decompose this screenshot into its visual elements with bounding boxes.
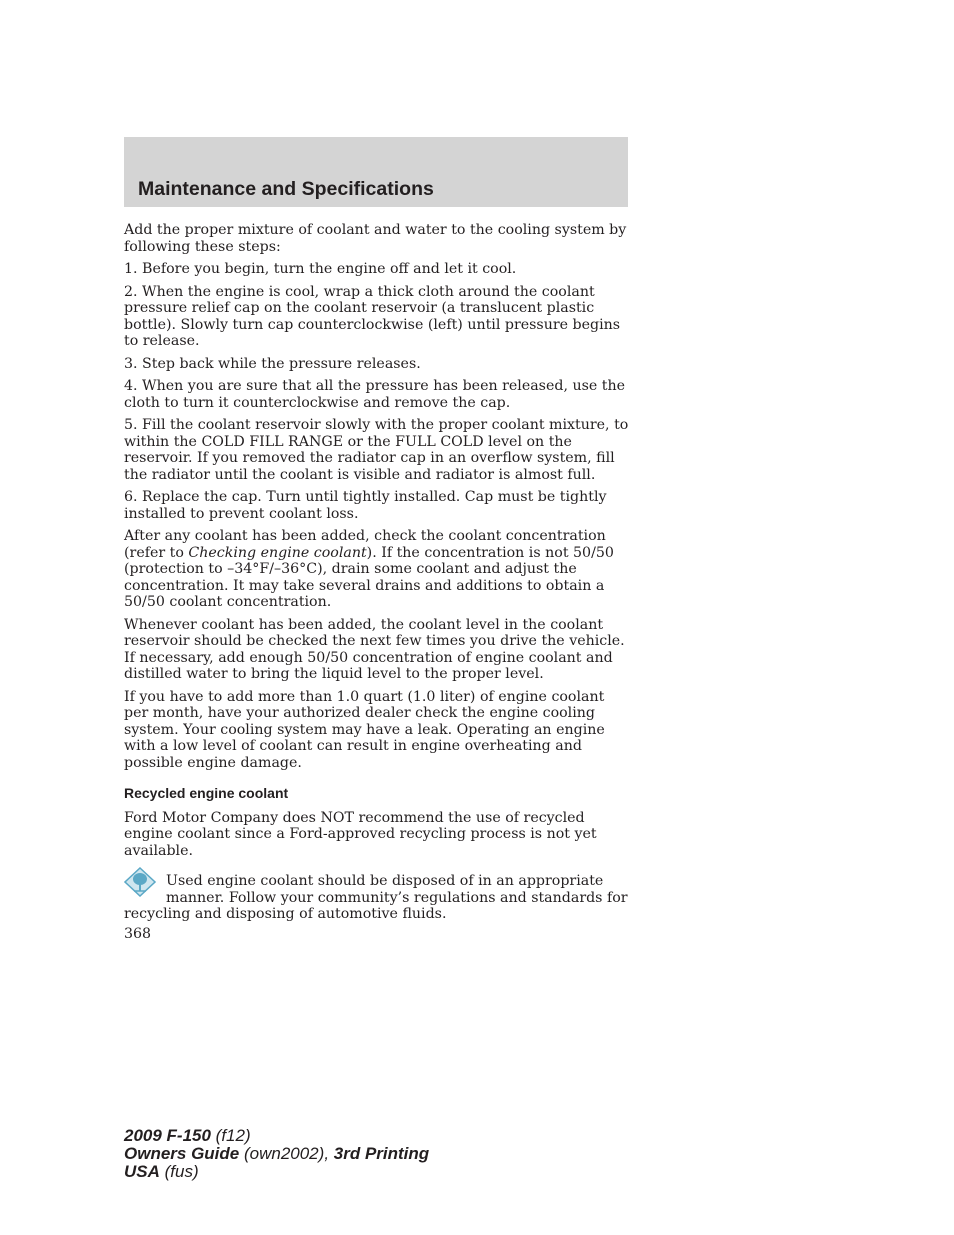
footer-line-3: USA (fus) bbox=[124, 1162, 199, 1181]
intro-paragraph: Add the proper mixture of coolant and water to the cooling system by following these steps: bbox=[124, 222, 627, 255]
page-number: 368 bbox=[124, 926, 152, 942]
cross-reference: Checking engine coolant bbox=[188, 544, 367, 561]
quart-paragraph: If you have to add more than 1.0 quart (1.0 liter) of engine coolant per month, have your authorized dealer check the engine cooling system. Your cooling system may have a leak. Operating an engine with a low level of coolant can result in engine overheating and possible engine damage. bbox=[124, 688, 605, 771]
disposal-note: Used engine coolant should be disposed of in an appropriate manner. Follow your community’s regulations and standards for recycling and disposing of automotive fluids. bbox=[124, 873, 630, 923]
environment-tree-icon bbox=[124, 867, 156, 897]
concentration-paragraph: After any coolant has been added, check the coolant concentration (refer to Checking engine coolant). If the concentration is not 50/50 (protection to –34°F/–36°C), drain some coolant and adjust the concentration. It may take several drains and additions to obtain a 50/50 coolant concentration. bbox=[124, 528, 614, 610]
step-1: 1. Before you begin, turn the engine off and let it cool. bbox=[124, 261, 517, 277]
recycled-heading: Recycled engine coolant bbox=[124, 785, 289, 801]
footer-line-1: 2009 F-150 (f12) bbox=[124, 1126, 251, 1145]
whenever-paragraph: Whenever coolant has been added, the coolant level in the coolant reservoir should be checked the next few times you drive the vehicle. If necessary, add enough 50/50 concentration of engine coolant and distilled water to bring the liquid level to the proper level. bbox=[124, 616, 625, 682]
step-5: 5. Fill the coolant reservoir slowly with the proper coolant mixture, to within the COLD FILL RANGE or the FULL COLD level on the reservoir. If you removed the radiator cap in an overflow system, fill the radiator until the coolant is visible and radiator is almost full. bbox=[124, 417, 629, 483]
step-3: 3. Step back while the pressure releases. bbox=[124, 355, 421, 372]
section-header bbox=[124, 137, 628, 207]
footer-line-2: Owners Guide (own2002), 3rd Printing bbox=[124, 1144, 430, 1163]
footer-printing-info bbox=[124, 1127, 429, 1181]
step-2: 2. When the engine is cool, wrap a thick cloth around the coolant pressure relief cap on the coolant reservoir (a translucent plastic bottle). Slowly turn cap counterclockwise (left) until pressure begins to release. bbox=[124, 283, 621, 349]
section-title: Maintenance and Specifications bbox=[138, 178, 434, 200]
step-6: 6. Replace the cap. Turn until tightly installed. Cap must be tightly installed to prevent coolant loss. bbox=[124, 489, 607, 522]
step-4: 4. When you are sure that all the pressure has been released, use the cloth to turn it counterclockwise and remove the cap. bbox=[124, 378, 626, 411]
body-content bbox=[124, 222, 630, 929]
recycled-paragraph: Ford Motor Company does NOT recommend the use of recycled engine coolant since a Ford-approved recycling process is not yet available. bbox=[124, 809, 597, 859]
